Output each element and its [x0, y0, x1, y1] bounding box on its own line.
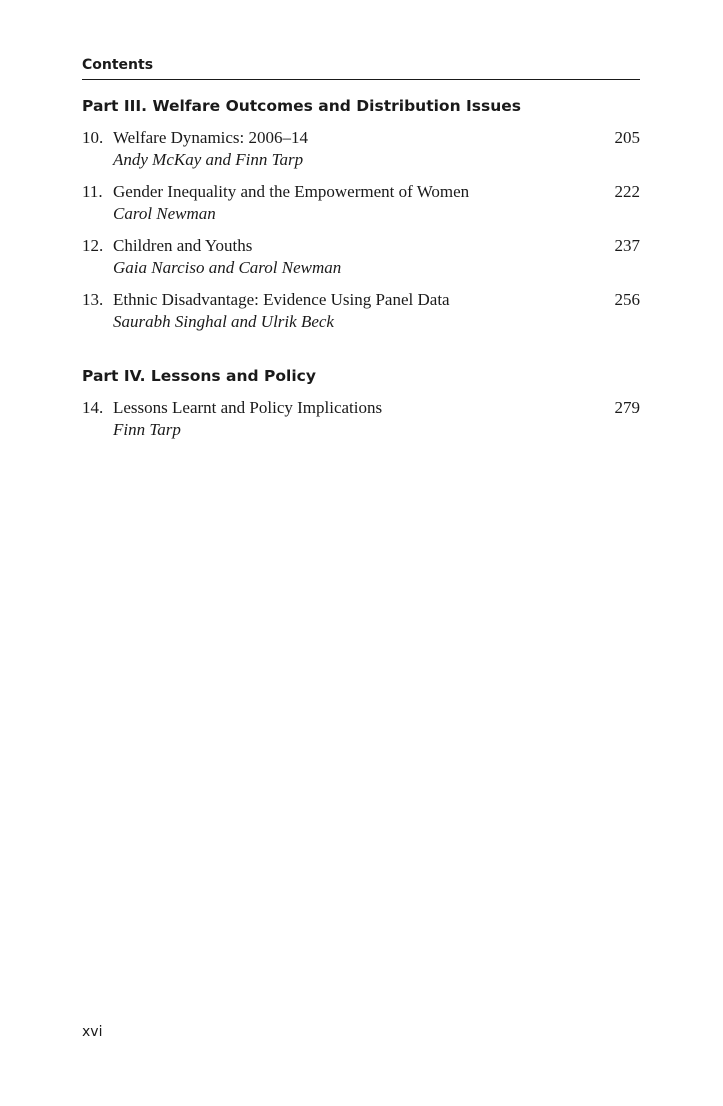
toc-entry-11[interactable] [82, 181, 640, 225]
toc-entry-13[interactable] [82, 289, 640, 333]
header-rule [82, 79, 640, 80]
chapter-authors: Carol Newman [113, 204, 216, 223]
chapter-authors: Andy McKay and Finn Tarp [113, 150, 304, 169]
chapter-authors: Finn Tarp [113, 420, 181, 439]
chapter-title[interactable]: Gender Inequality and the Empowerment of Women [113, 182, 470, 201]
chapter-number: 14. [82, 398, 104, 417]
chapter-authors: Gaia Narciso and Carol Newman [113, 258, 342, 277]
running-header: Contents [82, 57, 154, 73]
chapter-number: 12. [82, 236, 104, 255]
page-number: 222 [614, 182, 640, 201]
page-folio: xvi [82, 1024, 103, 1040]
page-number: 205 [614, 128, 640, 147]
chapter-title[interactable]: Welfare Dynamics: 2006–14 [113, 128, 309, 147]
chapter-number: 10. [82, 128, 104, 147]
chapter-title[interactable]: Lessons Learnt and Policy Implications [113, 398, 383, 417]
page-number: 279 [614, 398, 640, 417]
toc-entry-14[interactable] [82, 397, 640, 441]
chapter-authors: Saurabh Singhal and Ulrik Beck [113, 312, 334, 331]
part-heading-iv: Part IV. Lessons and Policy [82, 367, 316, 385]
page-number: 237 [614, 236, 640, 255]
page-number: 256 [614, 290, 640, 309]
toc-entry-12[interactable] [82, 235, 640, 279]
chapter-number: 13. [82, 290, 104, 309]
part-heading-iii: Part III. Welfare Outcomes and Distribution Issues [82, 97, 521, 115]
chapter-title[interactable]: Ethnic Disadvantage: Evidence Using Panel Data [113, 290, 450, 309]
toc-entry-10[interactable] [82, 127, 640, 171]
chapter-title[interactable]: Children and Youths [113, 236, 253, 255]
chapter-number: 11. [82, 182, 103, 201]
